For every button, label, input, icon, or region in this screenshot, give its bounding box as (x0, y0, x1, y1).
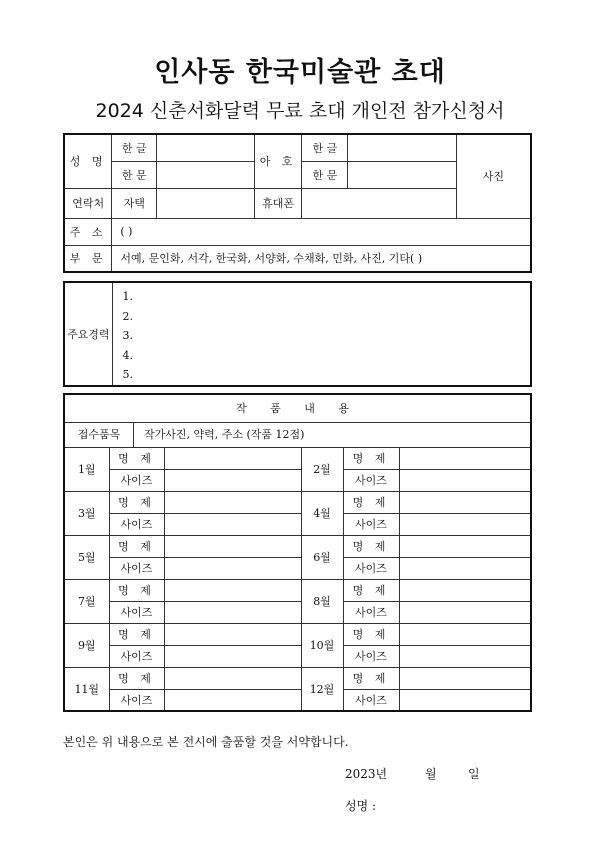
title-field[interactable] (399, 535, 531, 557)
signature-label: 성명 : (345, 799, 377, 813)
career-item: 5. (122, 368, 133, 381)
submit-label: 접수품목 (65, 423, 134, 447)
size-field[interactable] (399, 469, 531, 491)
pen-name-hangul-field[interactable] (348, 134, 456, 161)
pen-name-label: 아 호 (254, 134, 302, 188)
month-label: 2월 (301, 447, 343, 491)
month-label: 10월 (301, 623, 343, 667)
career-label: 주요경력 (64, 282, 112, 386)
size-label: 사이즈 (109, 601, 164, 623)
title-label: 명 제 (343, 579, 399, 601)
submit-value: 작가사진, 약력, 주소 (작품 12점) (144, 427, 305, 441)
size-field[interactable] (399, 557, 531, 579)
size-label: 사이즈 (109, 645, 164, 667)
title-field[interactable] (399, 579, 531, 601)
size-field[interactable] (399, 689, 531, 711)
title-label: 명 제 (109, 535, 164, 557)
title-field[interactable] (164, 535, 301, 557)
name-label: 성 명 (64, 134, 112, 188)
month-label: 11월 (64, 667, 109, 711)
title-label: 명 제 (343, 535, 399, 557)
career-item: 1. (122, 290, 133, 303)
page-title: 인사동 한국미술관 초대 (154, 57, 446, 88)
size-field[interactable] (164, 469, 301, 491)
title-label: 명 제 (343, 623, 399, 645)
title-label: 명 제 (109, 667, 164, 689)
title-label: 명 제 (343, 667, 399, 689)
works-heading: 작 품 내 용 (64, 394, 531, 422)
size-label: 사이즈 (343, 601, 399, 623)
size-label: 사이즈 (109, 513, 164, 535)
size-field[interactable] (399, 601, 531, 623)
category-field[interactable]: 서예, 문인화, 서각, 한국화, 서양화, 수채화, 민화, 사진, 기타( ) (112, 245, 531, 272)
size-field[interactable] (164, 689, 301, 711)
title-label: 명 제 (109, 579, 164, 601)
name-hanmun-field[interactable] (157, 161, 255, 188)
size-label: 사이즈 (343, 645, 399, 667)
date-month: 월 (425, 767, 437, 781)
name-hangul-label: 한 글 (112, 134, 157, 161)
name-hangul-field[interactable] (157, 134, 255, 161)
month-label: 9월 (64, 623, 109, 667)
applicant-table (63, 133, 532, 273)
size-field[interactable] (164, 557, 301, 579)
month-label: 3월 (64, 491, 109, 535)
pledge-text: 본인은 위 내용으로 본 전시에 출품할 것을 서약합니다. (63, 735, 349, 749)
title-field[interactable] (164, 491, 301, 513)
title-field[interactable] (399, 623, 531, 645)
size-label: 사이즈 (343, 557, 399, 579)
address-label: 주 소 (64, 218, 112, 245)
title-field[interactable] (164, 447, 301, 469)
address-field[interactable]: ( ) (112, 218, 531, 245)
category-label: 부 문 (64, 245, 112, 272)
size-label: 사이즈 (109, 689, 164, 711)
title-field[interactable] (399, 447, 531, 469)
mobile-label: 휴대폰 (254, 188, 302, 218)
name-hanmun-label: 한 문 (112, 161, 157, 188)
career-list[interactable] (112, 282, 531, 386)
size-field[interactable] (164, 645, 301, 667)
date-year: 2023년 (345, 767, 388, 781)
size-field[interactable] (164, 601, 301, 623)
submit-row (64, 422, 531, 447)
month-label: 1월 (64, 447, 109, 491)
month-label: 7월 (64, 579, 109, 623)
career-item: 2. (122, 309, 133, 323)
title-field[interactable] (164, 579, 301, 601)
title-label: 명 제 (109, 491, 164, 513)
month-label: 6월 (301, 535, 343, 579)
career-table (63, 281, 532, 387)
month-label: 5월 (64, 535, 109, 579)
month-label: 12월 (301, 667, 343, 711)
title-label: 명 제 (343, 491, 399, 513)
career-item: 4. (122, 348, 133, 362)
size-field[interactable] (164, 513, 301, 535)
pen-name-hangul-label: 한 글 (302, 134, 348, 161)
title-label: 명 제 (343, 447, 399, 469)
page-subtitle: 2024 신춘서화달력 무료 초대 개인전 참가신청서 (95, 100, 505, 122)
size-field[interactable] (399, 513, 531, 535)
home-phone-field[interactable] (157, 188, 255, 218)
pen-name-hanmun-field[interactable] (348, 161, 456, 188)
title-field[interactable] (399, 491, 531, 513)
pen-name-hanmun-label: 한 문 (302, 161, 348, 188)
title-field[interactable] (164, 667, 301, 689)
title-field[interactable] (164, 623, 301, 645)
mobile-field[interactable] (302, 188, 456, 218)
photo-box[interactable]: 사진 (456, 134, 531, 218)
size-label: 사이즈 (343, 513, 399, 535)
works-table (63, 393, 532, 712)
date-day: 일 (468, 767, 480, 781)
contact-label: 연락처 (64, 188, 112, 218)
title-label: 명 제 (109, 447, 164, 469)
month-label: 8월 (301, 579, 343, 623)
size-label: 사이즈 (343, 689, 399, 711)
title-field[interactable] (399, 667, 531, 689)
size-label: 사이즈 (343, 469, 399, 491)
career-item: 3. (122, 329, 133, 342)
size-label: 사이즈 (109, 557, 164, 579)
title-label: 명 제 (109, 623, 164, 645)
home-phone-label: 자택 (112, 188, 157, 218)
month-label: 4월 (301, 491, 343, 535)
size-label: 사이즈 (109, 469, 164, 491)
size-field[interactable] (399, 645, 531, 667)
